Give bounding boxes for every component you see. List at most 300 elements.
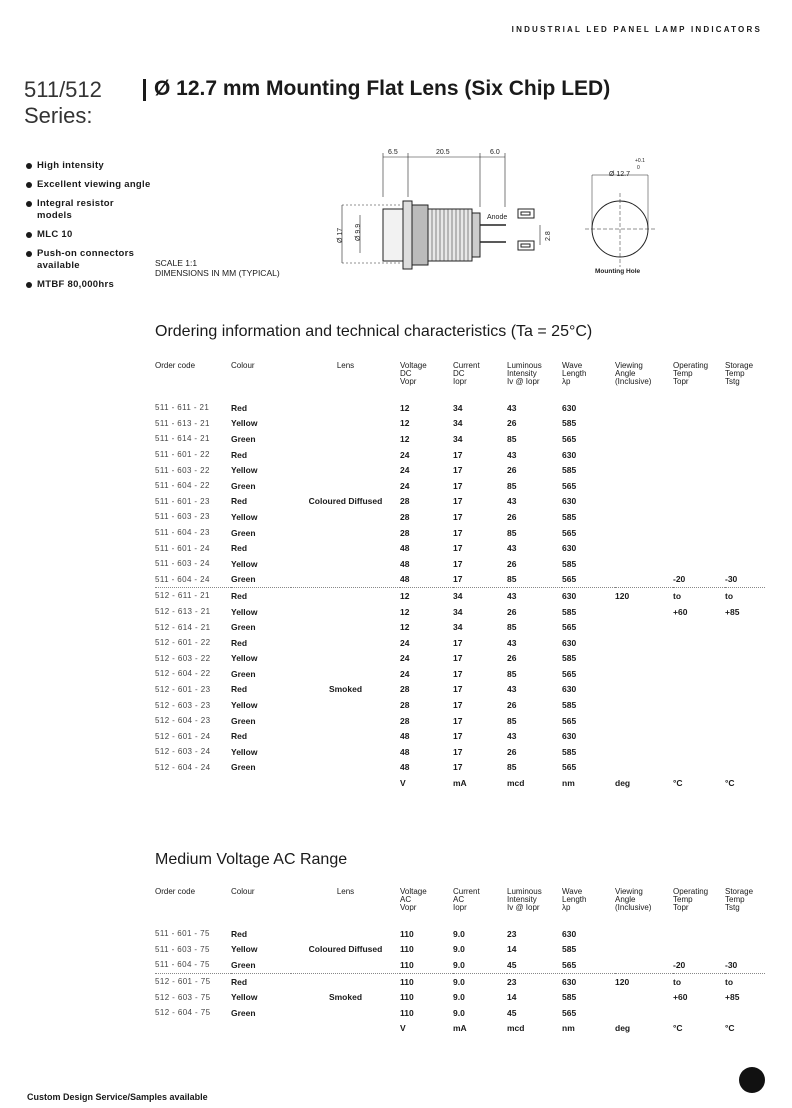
cell-colour: Yellow	[231, 944, 258, 955]
cell-viewing-angle	[615, 697, 673, 713]
cell-operating-temp	[673, 760, 725, 776]
header-colour: Colour	[231, 362, 255, 370]
cell-wavelength: 565	[562, 622, 577, 633]
scale-note	[155, 258, 280, 278]
cell-lens	[291, 713, 400, 729]
cell-luminous-intensity: 45	[507, 959, 517, 970]
cell-voltage: 28	[400, 511, 410, 522]
dim-top-mid: 20.5	[436, 149, 450, 156]
cell-order-code: 511 - 603 - 24	[155, 559, 210, 569]
cell-wavelength: 585	[562, 746, 577, 757]
unit-st: °C	[725, 778, 735, 789]
cell-lens: Coloured Diffused	[308, 496, 383, 507]
header-wavelength: Wave Length λp	[562, 362, 587, 386]
cell-order-code: 512 - 604 - 23	[155, 716, 211, 726]
hole-tolerance-zero: 0	[637, 165, 640, 171]
cell-lens	[291, 697, 400, 713]
section-title-ordering: Ordering information and technical characteristics (Ta = 25°C)	[155, 323, 593, 340]
cell-voltage: 48	[400, 574, 410, 585]
feature-item: MTBF 80,000hrs	[26, 279, 151, 291]
cell-lens: Smoked	[328, 992, 363, 1003]
cell-luminous-intensity: 14	[507, 992, 517, 1003]
table-row	[155, 744, 765, 760]
cell-order-code: 512 - 601 - 23	[155, 684, 211, 694]
cell-wavelength: 630	[562, 731, 577, 742]
table-row	[155, 713, 765, 729]
cell-voltage: 28	[400, 715, 410, 726]
cell-luminous-intensity: 26	[507, 418, 517, 429]
cell-operating-temp	[673, 666, 725, 682]
cell-lens	[291, 509, 400, 525]
unit-ang: deg	[615, 1023, 631, 1034]
cell-order-code: 511 - 601 - 23	[155, 496, 210, 506]
cell-storage-temp	[725, 926, 765, 942]
cell-luminous-intensity: 85	[507, 433, 517, 444]
cell-storage-temp	[725, 525, 765, 541]
cell-wavelength: 565	[562, 480, 577, 491]
cell-operating-temp: -20	[673, 959, 686, 970]
cell-order-code: 512 - 601 - 22	[155, 638, 211, 648]
table-row	[155, 635, 765, 651]
cell-current: 17	[453, 543, 463, 554]
header-storage-temp: Storage Temp Tstg	[725, 362, 754, 386]
cell-colour: Red	[231, 684, 248, 695]
cell-viewing-angle	[615, 416, 673, 432]
cell-luminous-intensity: 14	[507, 944, 517, 955]
cell-colour: Red	[231, 928, 248, 939]
cell-lens	[291, 666, 400, 682]
cell-wavelength: 565	[562, 1007, 577, 1018]
cell-wavelength: 630	[562, 973, 615, 989]
cell-lens	[291, 1005, 400, 1021]
cell-current: 9.0	[453, 959, 465, 970]
cell-viewing-angle	[615, 728, 673, 744]
cell-viewing-angle	[615, 447, 673, 463]
cell-order-code: 511 - 604 - 22	[155, 481, 210, 491]
feature-item: Excellent viewing angle	[26, 179, 151, 191]
table-row	[155, 682, 765, 698]
cell-colour: Yellow	[231, 992, 258, 1003]
cell-operating-temp	[673, 728, 725, 744]
unit-wl: nm	[562, 778, 575, 789]
cell-voltage: 110	[400, 959, 414, 970]
dimensions-text: DIMENSIONS IN MM (TYPICAL)	[155, 268, 280, 278]
cell-operating-temp: to	[673, 973, 725, 989]
feature-item: High intensity	[26, 160, 151, 172]
feature-item: Integral resistor models	[26, 198, 151, 222]
cell-lens	[291, 416, 400, 432]
cell-viewing-angle	[615, 651, 673, 667]
cell-order-code: 511 - 604 - 75	[155, 960, 210, 970]
cell-wavelength: 585	[562, 944, 577, 955]
cell-current: 17	[453, 511, 463, 522]
cell-luminous-intensity: 85	[507, 480, 517, 491]
cell-colour: Red	[231, 543, 248, 554]
cell-order-code: 511 - 613 - 21	[155, 418, 210, 428]
cell-voltage: 24	[400, 653, 410, 664]
dim-pin-width: 2.8	[545, 231, 552, 241]
cell-lens	[291, 478, 400, 494]
table-header-row	[155, 888, 765, 912]
cell-order-code: 512 - 611 - 21	[155, 588, 231, 604]
feature-item: Push-on connectors available	[26, 248, 151, 272]
cell-order-code: 511 - 601 - 22	[155, 450, 210, 460]
cell-voltage: 110	[400, 928, 414, 939]
cell-storage-temp: to	[725, 973, 765, 989]
cell-wavelength: 565	[562, 762, 577, 773]
cell-order-code: 511 - 603 - 75	[155, 944, 210, 954]
cell-colour: Yellow	[231, 558, 258, 569]
header-colour: Colour	[231, 888, 255, 896]
cell-voltage: 48	[400, 558, 410, 569]
cell-viewing-angle	[615, 431, 673, 447]
cell-operating-temp	[673, 926, 725, 942]
cell-storage-temp	[725, 635, 765, 651]
unit-st: °C	[725, 1023, 735, 1034]
cell-luminous-intensity: 26	[507, 700, 517, 711]
cell-storage-temp	[725, 666, 765, 682]
cell-colour: Green	[231, 959, 256, 970]
cell-colour: Yellow	[231, 606, 258, 617]
cell-wavelength: 630	[562, 684, 577, 695]
cell-current: 34	[453, 622, 463, 633]
cell-order-code: 512 - 613 - 21	[155, 607, 211, 617]
cell-operating-temp: +60	[673, 992, 688, 1003]
cell-lens	[291, 525, 400, 541]
cell-storage-temp	[725, 478, 765, 494]
cell-viewing-angle	[615, 478, 673, 494]
header-voltage: Voltage DC Vopr	[400, 362, 427, 386]
cell-operating-temp	[673, 682, 725, 698]
cell-current: 17	[453, 449, 463, 460]
table-row	[155, 494, 765, 510]
page-title: Ø 12.7 mm Mounting Flat Lens (Six Chip LED)	[154, 77, 611, 100]
cell-current: 17	[453, 668, 463, 679]
footer-note: Custom Design Service/Samples available	[27, 1092, 208, 1102]
cell-lens	[291, 926, 400, 942]
cell-storage-temp	[725, 728, 765, 744]
cell-viewing-angle	[615, 604, 673, 620]
cell-colour: Yellow	[231, 465, 258, 476]
feature-list	[26, 160, 151, 298]
cell-lens	[291, 619, 400, 635]
cell-lens	[291, 604, 400, 620]
cell-colour: Red	[231, 496, 248, 507]
table-row	[155, 926, 765, 942]
cell-lens	[291, 744, 400, 760]
cell-storage-temp	[725, 556, 765, 572]
cell-luminous-intensity: 43	[507, 731, 517, 742]
header-current: Current DC Iopr	[453, 362, 480, 386]
cell-storage-temp	[725, 400, 765, 416]
cell-voltage: 12	[400, 606, 410, 617]
units-row	[155, 775, 765, 791]
header-storage-temp: Storage Temp Tstg	[725, 888, 754, 912]
cell-colour: Red	[231, 637, 248, 648]
cell-current: 9.0	[453, 973, 507, 989]
cell-order-code: 511 - 601 - 24	[155, 543, 210, 553]
cell-voltage: 48	[400, 543, 410, 554]
mounting-hole-label: Mounting Hole	[595, 268, 641, 275]
cell-voltage: 24	[400, 480, 410, 491]
table-row	[155, 540, 765, 556]
cell-colour: Green	[231, 762, 256, 773]
cell-viewing-angle	[615, 957, 673, 973]
header-operating-temp: Operating Temp Topr	[673, 362, 709, 386]
cell-storage-temp: to	[725, 588, 765, 604]
table-row	[155, 697, 765, 713]
cell-voltage: 110	[400, 1007, 414, 1018]
table-row	[155, 760, 765, 776]
cell-voltage: 12	[400, 433, 410, 444]
cell-wavelength: 585	[562, 465, 577, 476]
cell-lens	[291, 760, 400, 776]
cell-viewing-angle	[615, 744, 673, 760]
cell-order-code: 511 - 601 - 75	[155, 929, 210, 939]
cell-current: 17	[453, 700, 463, 711]
cell-order-code: 511 - 603 - 23	[155, 512, 210, 522]
cell-order-code: 512 - 603 - 23	[155, 700, 211, 710]
cell-viewing-angle	[615, 635, 673, 651]
scale-text: SCALE 1:1	[155, 258, 198, 268]
cell-wavelength: 630	[562, 588, 615, 604]
header-wavelength: Wave Length λp	[562, 888, 587, 912]
cell-luminous-intensity: 45	[507, 1007, 517, 1018]
cell-current: 34	[453, 588, 507, 604]
cell-operating-temp	[673, 651, 725, 667]
table-body	[155, 912, 765, 1036]
cell-luminous-intensity: 26	[507, 465, 517, 476]
cell-order-code: 512 - 601 - 24	[155, 731, 211, 741]
cell-lens	[291, 635, 400, 651]
hole-diameter: Ø 12.7	[609, 171, 631, 178]
cell-wavelength: 565	[562, 527, 577, 538]
cell-operating-temp	[673, 478, 725, 494]
header-voltage: Voltage AC Vopr	[400, 888, 427, 912]
cell-wavelength: 630	[562, 402, 577, 413]
cell-wavelength: 630	[562, 496, 577, 507]
table-row	[155, 989, 765, 1005]
cell-luminous-intensity: 43	[507, 496, 517, 507]
cell-current: 17	[453, 684, 463, 695]
table-row	[155, 509, 765, 525]
table-row	[155, 462, 765, 478]
cell-colour: Red	[231, 588, 291, 604]
cell-current: 17	[453, 558, 463, 569]
cell-order-code: 511 - 604 - 23	[155, 528, 210, 538]
cell-current: 17	[453, 746, 463, 757]
cell-operating-temp	[673, 1005, 725, 1021]
cell-current: 17	[453, 480, 463, 491]
cell-colour: Yellow	[231, 653, 258, 664]
cell-order-code: 511 - 604 - 24	[155, 574, 210, 584]
header-lens: Lens	[336, 362, 355, 370]
header-lens: Lens	[336, 888, 355, 896]
cell-colour: Yellow	[231, 418, 258, 429]
cell-luminous-intensity: 85	[507, 762, 517, 773]
series-word: Series:	[24, 103, 93, 128]
unit-op: °C	[673, 778, 683, 789]
cell-storage-temp	[725, 651, 765, 667]
cell-order-code: 511 - 611 - 21	[155, 403, 210, 413]
unit-v: V	[400, 1023, 406, 1034]
cell-storage-temp	[725, 697, 765, 713]
cell-colour: Green	[231, 433, 256, 444]
cell-voltage: 28	[400, 527, 410, 538]
cell-voltage: 110	[400, 992, 414, 1003]
cell-lens	[291, 556, 400, 572]
unit-iv: mcd	[507, 778, 525, 789]
cell-voltage: 48	[400, 762, 410, 773]
cell-current: 34	[453, 402, 463, 413]
header-luminous: Luminous Intensity Iv @ Iopr	[507, 362, 542, 386]
cell-luminous-intensity: 85	[507, 574, 517, 585]
cell-storage-temp	[725, 942, 765, 958]
cell-voltage: 28	[400, 496, 410, 507]
cell-operating-temp	[673, 556, 725, 572]
cell-colour: Green	[231, 480, 256, 491]
cell-viewing-angle	[615, 494, 673, 510]
section-title-ac-range: Medium Voltage AC Range	[155, 851, 348, 868]
table-row	[155, 447, 765, 463]
cell-order-code: 511 - 603 - 22	[155, 465, 210, 475]
table-header-row	[155, 362, 765, 386]
dim-outer-diameter: Ø 17	[337, 227, 344, 243]
header-viewing-angle: Viewing Angle (Inclusive)	[615, 888, 652, 912]
cell-viewing-angle	[615, 400, 673, 416]
header-viewing-angle: Viewing Angle (Inclusive)	[615, 362, 652, 386]
cell-voltage: 12	[400, 418, 410, 429]
cell-current: 34	[453, 418, 463, 429]
cell-current: 17	[453, 762, 463, 773]
document-category: INDUSTRIAL LED PANEL LAMP INDICATORS	[511, 25, 762, 34]
cell-current: 17	[453, 496, 463, 507]
cell-colour: Green	[231, 527, 256, 538]
cell-luminous-intensity: 23	[507, 928, 517, 939]
table-row	[155, 478, 765, 494]
cell-storage-temp	[725, 682, 765, 698]
unit-ang: deg	[615, 778, 631, 789]
cell-colour: Yellow	[231, 746, 258, 757]
cell-wavelength: 630	[562, 543, 577, 554]
cell-current: 9.0	[453, 992, 465, 1003]
cell-luminous-intensity: 43	[507, 684, 517, 695]
cell-order-code: 511 - 614 - 21	[155, 434, 210, 444]
cell-lens	[291, 572, 400, 588]
title-divider	[143, 79, 146, 101]
cell-viewing-angle	[615, 926, 673, 942]
cell-voltage: 24	[400, 668, 410, 679]
table-row	[155, 619, 765, 635]
cell-storage-temp: -30	[725, 959, 738, 970]
cell-operating-temp	[673, 509, 725, 525]
header-luminous: Luminous Intensity Iv @ Iopr	[507, 888, 542, 912]
cell-luminous-intensity: 43	[507, 449, 517, 460]
series-label	[24, 77, 102, 129]
cell-voltage: 12	[400, 402, 410, 413]
cell-viewing-angle	[615, 556, 673, 572]
table-row	[155, 525, 765, 541]
cell-wavelength: 565	[562, 668, 577, 679]
cell-colour: Red	[231, 973, 291, 989]
unit-op: °C	[673, 1023, 683, 1034]
unit-iv: mcd	[507, 1023, 525, 1034]
cell-current: 17	[453, 465, 463, 476]
cell-voltage: 110	[400, 944, 414, 955]
cell-storage-temp	[725, 744, 765, 760]
table-row	[155, 957, 765, 973]
cell-colour: Green	[231, 1007, 256, 1018]
cell-current: 17	[453, 653, 463, 664]
cell-storage-temp	[725, 462, 765, 478]
cell-operating-temp: +60	[673, 606, 688, 617]
dim-top-left: 6.5	[388, 149, 398, 156]
cell-operating-temp	[673, 942, 725, 958]
cell-storage-temp: +85	[725, 606, 740, 617]
cell-viewing-angle	[615, 760, 673, 776]
header-current: Current AC Iopr	[453, 888, 480, 912]
cell-operating-temp	[673, 525, 725, 541]
cell-luminous-intensity: 43	[507, 588, 562, 604]
cell-order-code: 512 - 614 - 21	[155, 622, 211, 632]
cell-storage-temp: -30	[725, 574, 738, 585]
cell-current: 17	[453, 527, 463, 538]
cell-wavelength: 585	[562, 418, 577, 429]
unit-v: V	[400, 778, 406, 789]
cell-current: 34	[453, 606, 463, 617]
cell-voltage: 48	[400, 746, 410, 757]
cell-order-code: 512 - 603 - 75	[155, 992, 211, 1002]
cell-operating-temp	[673, 416, 725, 432]
cell-luminous-intensity: 43	[507, 543, 517, 554]
table-row	[155, 651, 765, 667]
unit-i: mA	[453, 778, 467, 789]
cell-wavelength: 585	[562, 606, 577, 617]
cell-operating-temp	[673, 697, 725, 713]
cell-storage-temp	[725, 494, 765, 510]
cell-storage-temp	[725, 619, 765, 635]
cell-current: 17	[453, 715, 463, 726]
cell-operating-temp: to	[673, 588, 725, 604]
cell-operating-temp	[673, 431, 725, 447]
cell-viewing-angle	[615, 942, 673, 958]
cell-luminous-intensity: 85	[507, 668, 517, 679]
cell-storage-temp	[725, 713, 765, 729]
unit-i: mA	[453, 1023, 467, 1034]
cell-current: 9.0	[453, 944, 465, 955]
cell-voltage: 24	[400, 637, 410, 648]
cell-viewing-angle	[615, 682, 673, 698]
header-order-code: Order code	[155, 888, 196, 896]
cell-luminous-intensity: 43	[507, 402, 517, 413]
cell-voltage: 28	[400, 700, 410, 711]
cell-storage-temp	[725, 540, 765, 556]
cell-operating-temp	[673, 744, 725, 760]
header-order-code: Order code	[155, 362, 196, 370]
cell-order-code: 512 - 604 - 24	[155, 762, 211, 772]
cell-storage-temp	[725, 431, 765, 447]
cell-lens	[291, 957, 400, 973]
cell-colour: Green	[231, 622, 256, 633]
cell-order-code: 512 - 604 - 75	[155, 1008, 211, 1018]
cell-colour: Green	[231, 668, 256, 679]
cell-colour: Green	[231, 574, 256, 585]
cell-colour: Red	[231, 402, 248, 413]
dim-top-right: 6.0	[490, 149, 500, 156]
table-row	[155, 666, 765, 682]
cell-wavelength: 630	[562, 928, 577, 939]
cell-wavelength: 585	[562, 511, 577, 522]
